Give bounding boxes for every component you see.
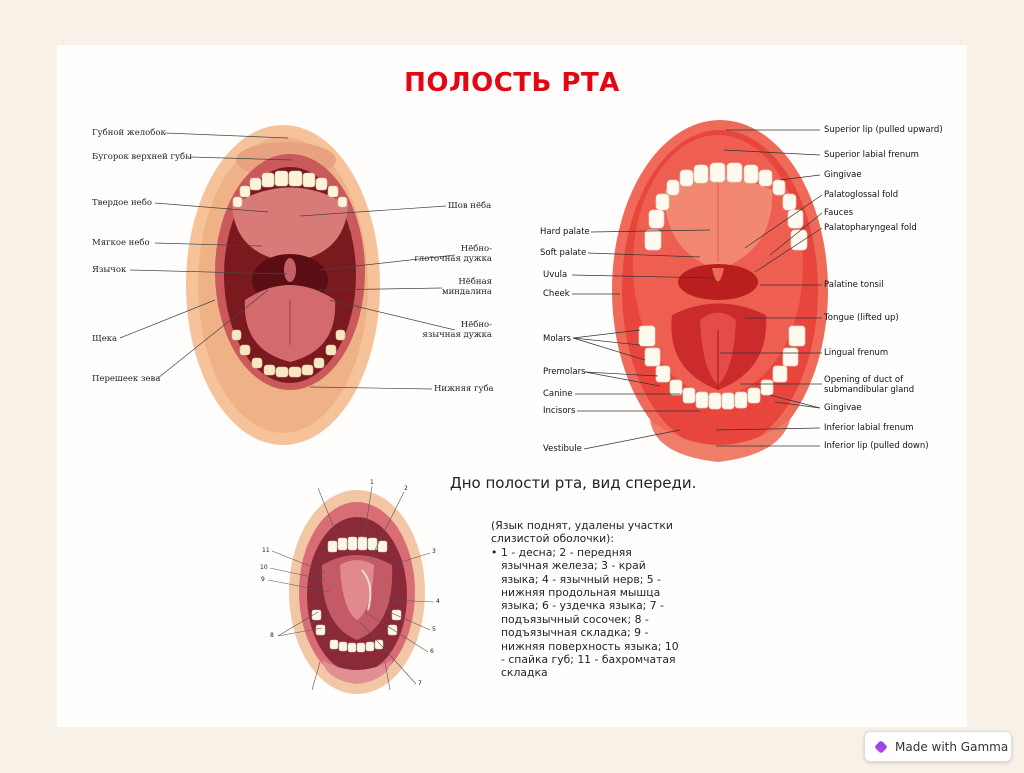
number-label: 5 xyxy=(432,626,436,633)
label-gingivae-lower: Gingivae xyxy=(824,403,862,413)
page-title: ПОЛОСТЬ РТА xyxy=(404,68,620,98)
label-gingivae-upper: Gingivae xyxy=(824,170,862,180)
label-lingual-frenum: Lingual frenum xyxy=(824,348,889,358)
label-soft-palate: Soft palate xyxy=(540,248,587,258)
label-line: Нёбно- xyxy=(460,320,492,330)
label-cheek-ru: Щека xyxy=(92,334,118,344)
right-mouth-illustration xyxy=(572,120,828,462)
number-label: 7 xyxy=(418,680,422,687)
legend-list xyxy=(491,546,681,680)
label-inferior-lip: Inferior lip (pulled down) xyxy=(824,441,929,451)
label-superior-labial-frenum: Superior labial frenum xyxy=(824,150,919,160)
label-hard-palate: Hard palate xyxy=(540,227,590,237)
number-label: 11 xyxy=(262,547,270,554)
label-premolars: Premolars xyxy=(543,367,586,377)
label-superior-lip: Superior lip (pulled upward) xyxy=(824,125,943,135)
label-line: Нёбная xyxy=(458,277,492,287)
made-with-gamma-badge[interactable] xyxy=(864,731,1012,762)
label-duct-opening xyxy=(824,375,914,395)
label-vestibule: Vestibule xyxy=(543,444,582,454)
number-label: 4 xyxy=(436,598,440,605)
section-subtitle: Дно полости рта, вид спереди. xyxy=(450,474,697,492)
label-line: submandibular gland xyxy=(824,385,915,395)
label-tonsil-ru xyxy=(400,277,492,297)
label-fauces: Fauces xyxy=(824,208,854,218)
label-upper-lip-tubercle: Бугорок верхней губы xyxy=(92,152,192,162)
label-cheek: Cheek xyxy=(543,289,570,299)
label-palatoglossal-ru xyxy=(400,320,492,340)
label-palatopharyngeal-ru xyxy=(400,244,492,264)
label-line: Opening of duct of xyxy=(824,375,904,385)
number-label: 2 xyxy=(404,485,408,492)
number-label: 10 xyxy=(260,564,268,571)
label-palatopharyngeal-fold: Palatopharyngeal fold xyxy=(824,223,917,233)
label-palate-suture: Шов нёба xyxy=(448,201,492,211)
label-incisors: Incisors xyxy=(543,406,576,416)
label-uvula: Uvula xyxy=(543,270,568,280)
label-inferior-labial-frenum: Inferior labial frenum xyxy=(824,423,914,433)
label-molars: Molars xyxy=(543,334,572,344)
label-philtrum: Губной желобок xyxy=(92,128,166,138)
badge-label: Made with Gamma xyxy=(895,739,1009,754)
label-lower-lip-ru: Нижняя губа xyxy=(434,384,494,394)
label-line: Нёбно- xyxy=(460,244,492,254)
gamma-logo-icon xyxy=(874,740,888,754)
label-line: язычная дужка xyxy=(422,330,492,340)
number-label: 6 xyxy=(430,648,434,655)
label-line: глоточная дужка xyxy=(414,254,492,264)
legend-item: • 1 - десна; 2 - передняя язычная железа; 3 - край языка; 4 - язычный нерв; 5 - нижняя продольная мышца языка; 6 - уздечка языка; 7 - подъязычный сосочек; 8 - подъязычная складка; 9 - нижняя поверхность языка; 10 - спайка губ; 11 - бахромчатая складка xyxy=(501,546,681,680)
label-soft-palate-ru: Мягкое небо xyxy=(92,238,150,248)
label-tongue: Tongue (lifted up) xyxy=(824,313,899,323)
label-hard-palate-ru: Твердое небо xyxy=(92,198,152,208)
number-label: 1 xyxy=(370,479,374,486)
label-palatoglossal-fold: Palatoglossal fold xyxy=(824,190,899,200)
label-uvula-ru: Язычок xyxy=(92,265,127,275)
number-label: 8 xyxy=(270,632,274,639)
number-label: 3 xyxy=(432,548,436,555)
label-fauces-ru: Перешеек зева xyxy=(92,374,161,384)
number-label: 9 xyxy=(261,576,265,583)
description-note: (Язык поднят, удалены участки слизистой оболочки): xyxy=(491,519,673,546)
label-line: миндалина xyxy=(441,287,492,297)
bottom-mouth-illustration xyxy=(268,486,434,694)
label-canine: Canine xyxy=(543,389,573,399)
description xyxy=(491,519,681,680)
label-palatine-tonsil: Palatine tonsil xyxy=(824,280,884,290)
